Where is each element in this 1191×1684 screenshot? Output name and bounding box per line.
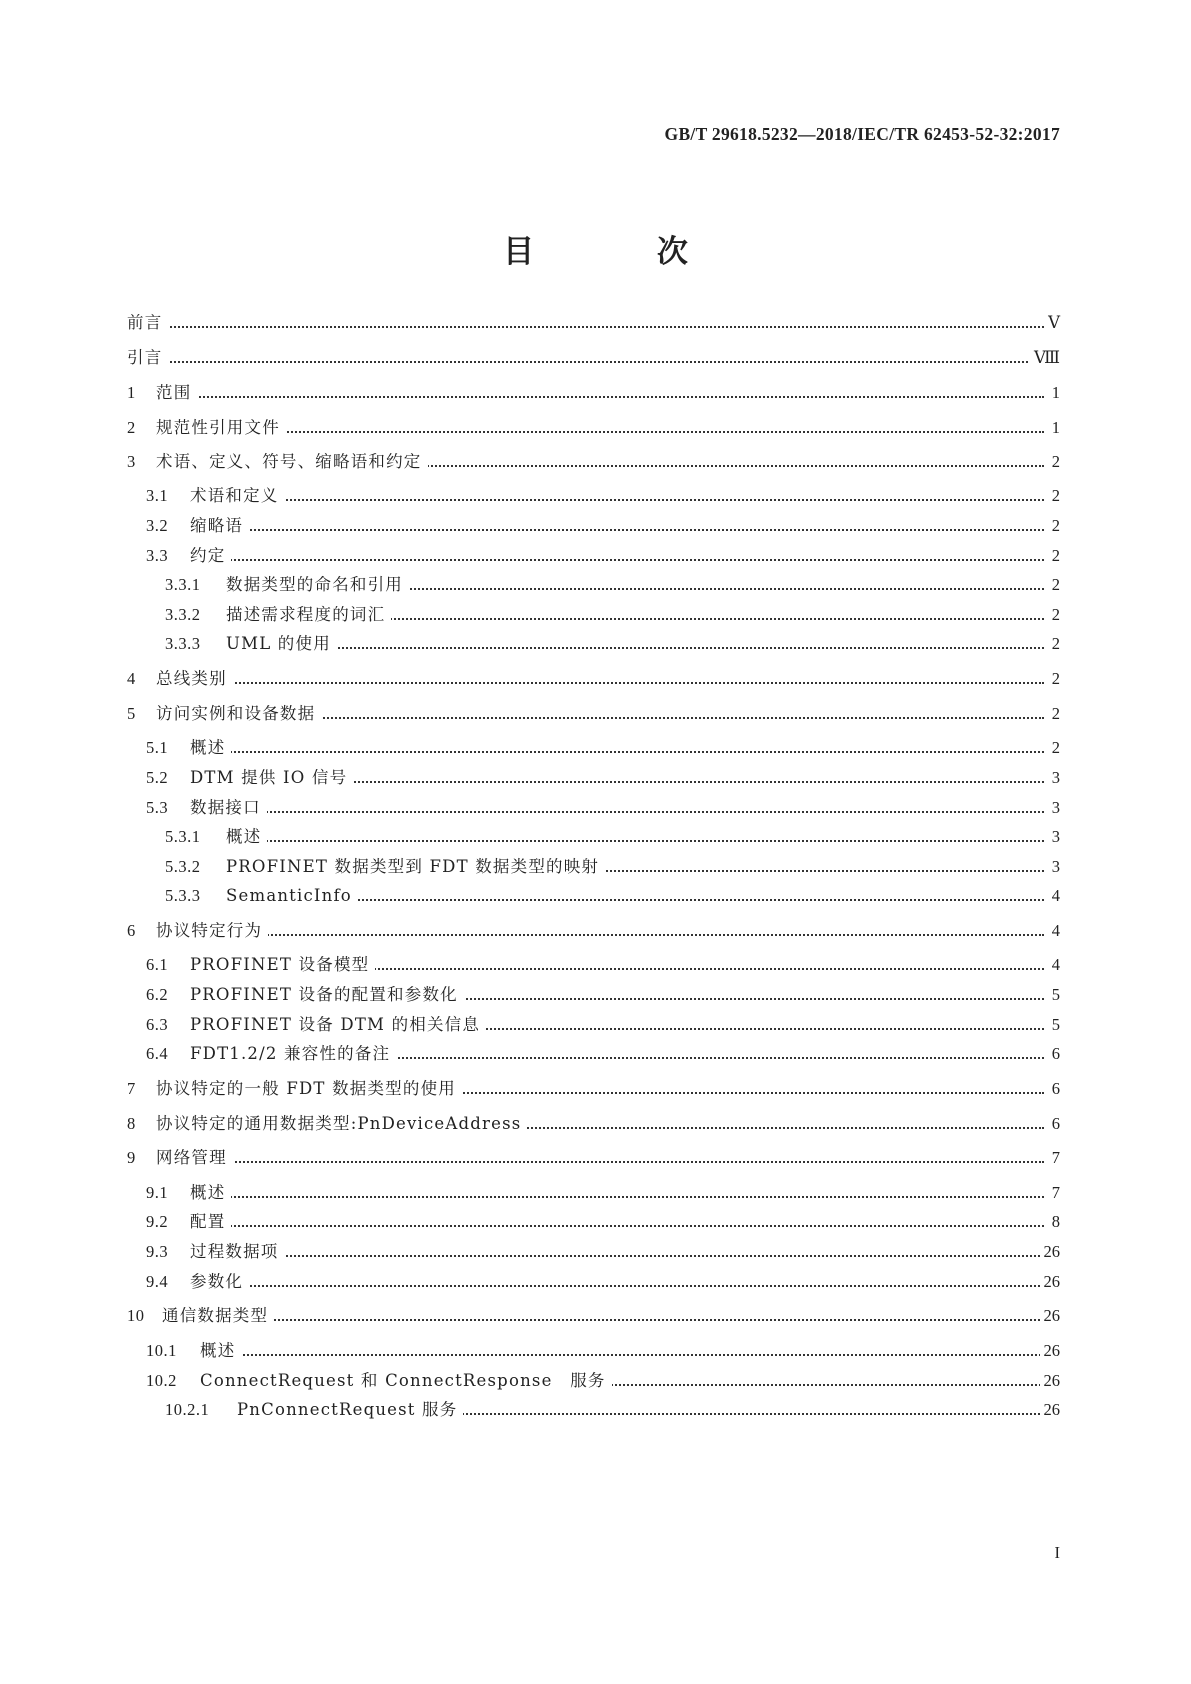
toc-entry[interactable] bbox=[0, 1208, 1191, 1236]
toc-entry-page: 2 bbox=[1048, 601, 1060, 629]
toc-entry[interactable] bbox=[0, 482, 1191, 510]
toc-entry-page: 2 bbox=[1048, 571, 1060, 599]
toc-entry-page: 3 bbox=[1048, 823, 1060, 851]
toc-entry-page: 5 bbox=[1048, 981, 1060, 1009]
toc-entry-page: 7 bbox=[1048, 1179, 1060, 1207]
toc-entry-page: Ⅷ bbox=[1030, 344, 1060, 372]
dot-leader bbox=[127, 309, 1044, 337]
toc-entry-page: 4 bbox=[1048, 917, 1060, 945]
toc-entry[interactable] bbox=[0, 1040, 1191, 1068]
toc-entry-title: PnConnectRequest 服务 bbox=[237, 1396, 463, 1424]
toc-entry-page: 3 bbox=[1048, 764, 1060, 792]
toc-entry[interactable] bbox=[0, 794, 1191, 822]
toc-entry-number: 3.3 bbox=[146, 546, 169, 565]
toc-entry-number: 2 bbox=[127, 418, 136, 437]
toc-entry[interactable] bbox=[0, 1302, 1191, 1330]
toc-entry-title: 数据类型的命名和引用 bbox=[226, 571, 409, 599]
toc-entry-page: 2 bbox=[1048, 734, 1060, 762]
toc-entry-number: 3.3.3 bbox=[165, 634, 201, 653]
toc-entry-page: 8 bbox=[1048, 1208, 1060, 1236]
toc-entry-title: 网络管理 bbox=[156, 1144, 233, 1172]
dot-leader bbox=[190, 1238, 1044, 1266]
toc-entry[interactable] bbox=[0, 917, 1191, 945]
toc-entry[interactable] bbox=[0, 700, 1191, 728]
toc-entry-title: 前言 bbox=[127, 309, 168, 337]
dot-leader bbox=[156, 665, 1044, 693]
toc-entry-page: 3 bbox=[1048, 794, 1060, 822]
toc-entry-page: 7 bbox=[1048, 1144, 1060, 1172]
toc-entry[interactable] bbox=[0, 951, 1191, 979]
toc-entry-number: 1 bbox=[127, 383, 136, 402]
toc-entry-number: 4 bbox=[127, 669, 136, 688]
toc-entry[interactable] bbox=[0, 981, 1191, 1009]
toc-entry-number: 9.2 bbox=[146, 1212, 169, 1231]
toc-entry-number: 3.3.2 bbox=[165, 605, 201, 624]
toc-entry-page: 2 bbox=[1048, 512, 1060, 540]
dot-leader bbox=[190, 1179, 1044, 1207]
toc-entry[interactable] bbox=[0, 853, 1191, 881]
toc-entry-number: 10.1 bbox=[146, 1341, 177, 1360]
toc-entry-title: PROFINET 设备 DTM 的相关信息 bbox=[190, 1011, 486, 1039]
toc-entry-title: PROFINET 设备模型 bbox=[190, 951, 375, 979]
toc-entry-title: DTM 提供 IO 信号 bbox=[190, 764, 353, 792]
toc-entry[interactable] bbox=[0, 601, 1191, 629]
toc-entry-title: SemanticInfo bbox=[226, 882, 358, 910]
toc-entry-number: 5.3.3 bbox=[165, 886, 201, 905]
dot-leader bbox=[190, 794, 1044, 822]
toc-entry-number: 6.2 bbox=[146, 985, 169, 1004]
dot-leader bbox=[156, 1144, 1044, 1172]
toc-entry-number: 6.4 bbox=[146, 1044, 169, 1063]
toc-entry[interactable] bbox=[0, 1268, 1191, 1296]
toc-entry-page: 4 bbox=[1048, 882, 1060, 910]
toc-entry-title: 术语、定义、符号、缩略语和约定 bbox=[156, 448, 428, 476]
toc-entry[interactable] bbox=[0, 1179, 1191, 1207]
toc-entry[interactable] bbox=[0, 1238, 1191, 1266]
toc-entry[interactable] bbox=[0, 1075, 1191, 1103]
toc-entry-number: 5.3.1 bbox=[165, 827, 201, 846]
toc-entry-title: 概述 bbox=[200, 1337, 241, 1365]
dot-leader bbox=[190, 542, 1044, 570]
toc-entry-page: 26 bbox=[1040, 1337, 1061, 1365]
toc-entry-number: 3 bbox=[127, 452, 136, 471]
dot-leader bbox=[156, 414, 1044, 442]
toc-entry-title: 概述 bbox=[226, 823, 267, 851]
toc-entry-title: UML 的使用 bbox=[226, 630, 337, 658]
toc-entry-page: Ⅴ bbox=[1044, 309, 1060, 337]
toc-entry[interactable] bbox=[0, 1337, 1191, 1365]
toc-entry-title: PROFINET 数据类型到 FDT 数据类型的映射 bbox=[226, 853, 605, 881]
toc-entry-title: FDT1.2/2 兼容性的备注 bbox=[190, 1040, 396, 1068]
toc-entry-number: 9.4 bbox=[146, 1272, 169, 1291]
toc-entry-page: 3 bbox=[1048, 853, 1060, 881]
toc-entry[interactable] bbox=[0, 542, 1191, 570]
toc-entry-page: 26 bbox=[1040, 1367, 1061, 1395]
dot-leader bbox=[162, 1302, 1044, 1330]
toc-entry-title: PROFINET 设备的配置和参数化 bbox=[190, 981, 464, 1009]
toc-entry[interactable] bbox=[0, 448, 1191, 476]
toc-entry-number: 6.3 bbox=[146, 1015, 169, 1034]
toc-entry-number: 10 bbox=[127, 1306, 145, 1325]
toc-entry-page: 2 bbox=[1048, 542, 1060, 570]
toc-entry[interactable] bbox=[0, 1367, 1191, 1395]
toc-entry-number: 10.2.1 bbox=[165, 1400, 210, 1419]
dot-leader bbox=[190, 482, 1044, 510]
toc-entry[interactable] bbox=[0, 379, 1191, 407]
dot-leader bbox=[200, 1337, 1044, 1365]
toc-entry-page: 2 bbox=[1048, 665, 1060, 693]
toc-entry-title: 数据接口 bbox=[190, 794, 267, 822]
toc-entry-title: 协议特定行为 bbox=[156, 917, 268, 945]
toc-entry-title: ConnectRequest 和 ConnectResponse 服务 bbox=[200, 1367, 612, 1395]
page-number-footer: I bbox=[1054, 1543, 1060, 1562]
toc-entry[interactable] bbox=[0, 309, 1191, 337]
toc-entry-page: 6 bbox=[1048, 1040, 1060, 1068]
toc-entry[interactable] bbox=[0, 823, 1191, 851]
toc-entry-number: 5.3.2 bbox=[165, 857, 201, 876]
toc-entry-title: 范围 bbox=[156, 379, 197, 407]
toc-entry-page: 6 bbox=[1048, 1110, 1060, 1138]
toc-entry[interactable] bbox=[0, 1144, 1191, 1172]
toc-entry-page: 6 bbox=[1048, 1075, 1060, 1103]
toc-entry-title: 过程数据项 bbox=[190, 1238, 285, 1266]
toc-entry-title: 配置 bbox=[190, 1208, 231, 1236]
toc-entry-page: 4 bbox=[1048, 951, 1060, 979]
toc-entry-number: 6.1 bbox=[146, 955, 169, 974]
toc-entry-number: 9 bbox=[127, 1148, 136, 1167]
toc-entry[interactable] bbox=[0, 764, 1191, 792]
toc-entry-title: 协议特定的通用数据类型:PnDeviceAddress bbox=[156, 1110, 527, 1138]
toc-entry[interactable] bbox=[0, 1110, 1191, 1138]
toc-entry-title: 通信数据类型 bbox=[162, 1302, 274, 1330]
dot-leader bbox=[156, 379, 1044, 407]
toc-entry-title: 概述 bbox=[190, 734, 231, 762]
toc-entry[interactable] bbox=[0, 344, 1191, 372]
toc-entry[interactable] bbox=[0, 882, 1191, 910]
toc-entry-page: 26 bbox=[1040, 1238, 1061, 1266]
toc-entry-title: 协议特定的一般 FDT 数据类型的使用 bbox=[156, 1075, 462, 1103]
dot-leader bbox=[226, 630, 1044, 658]
toc-entry-page: 1 bbox=[1048, 379, 1060, 407]
toc-entry-number: 3.3.1 bbox=[165, 575, 201, 594]
toc-entry-number: 5.2 bbox=[146, 768, 169, 787]
toc-entry-number: 7 bbox=[127, 1079, 136, 1098]
toc-entry-page: 1 bbox=[1048, 414, 1060, 442]
toc-entry[interactable] bbox=[0, 571, 1191, 599]
toc-entry-title: 约定 bbox=[190, 542, 231, 570]
dot-leader bbox=[190, 512, 1044, 540]
toc-entry-page: 2 bbox=[1048, 700, 1060, 728]
toc-entry-number: 5 bbox=[127, 704, 136, 723]
toc-entry-title: 总线类别 bbox=[156, 665, 233, 693]
toc-entry-number: 6 bbox=[127, 921, 136, 940]
toc-entry[interactable] bbox=[0, 1396, 1191, 1424]
standard-code-header: GB/T 29618.5232—2018/IEC/TR 62453-52-32:2017 bbox=[664, 124, 1060, 144]
toc-entry-number: 10.2 bbox=[146, 1371, 177, 1390]
toc-entry-title: 规范性引用文件 bbox=[156, 414, 286, 442]
toc-entry[interactable] bbox=[0, 630, 1191, 658]
toc-entry-number: 9.3 bbox=[146, 1242, 169, 1261]
toc-entry-title: 缩略语 bbox=[190, 512, 249, 540]
toc-entry-page: 2 bbox=[1048, 448, 1060, 476]
dot-leader bbox=[226, 823, 1044, 851]
toc-entry[interactable] bbox=[0, 665, 1191, 693]
page-title: 目 次 bbox=[503, 234, 744, 270]
toc-entry-title: 概述 bbox=[190, 1179, 231, 1207]
toc-entry-title: 描述需求程度的词汇 bbox=[226, 601, 391, 629]
toc-entry-page: 2 bbox=[1048, 630, 1060, 658]
dot-leader bbox=[190, 1268, 1044, 1296]
toc-entry-title: 引言 bbox=[127, 344, 168, 372]
dot-leader bbox=[190, 734, 1044, 762]
toc-entry-page: 26 bbox=[1040, 1396, 1061, 1424]
dot-leader bbox=[190, 1208, 1044, 1236]
toc-entry-page: 5 bbox=[1048, 1011, 1060, 1039]
toc-entry[interactable] bbox=[0, 414, 1191, 442]
toc-entry-title: 术语和定义 bbox=[190, 482, 285, 510]
dot-leader bbox=[127, 344, 1044, 372]
toc-entry-number: 3.2 bbox=[146, 516, 169, 535]
toc-entry-number: 5.3 bbox=[146, 798, 169, 817]
toc-entry[interactable] bbox=[0, 512, 1191, 540]
toc-entry-number: 9.1 bbox=[146, 1183, 169, 1202]
toc-entry-page: 26 bbox=[1040, 1268, 1061, 1296]
toc-entry-page: 2 bbox=[1048, 482, 1060, 510]
dot-leader bbox=[156, 917, 1044, 945]
toc-entry-title: 访问实例和设备数据 bbox=[156, 700, 321, 728]
toc-entry-page: 26 bbox=[1040, 1302, 1061, 1330]
toc-entry-title: 参数化 bbox=[190, 1268, 249, 1296]
toc-entry-number: 3.1 bbox=[146, 486, 169, 505]
toc-entry-number: 8 bbox=[127, 1114, 136, 1133]
toc-entry-number: 5.1 bbox=[146, 738, 169, 757]
toc-entry[interactable] bbox=[0, 1011, 1191, 1039]
toc-entry[interactable] bbox=[0, 734, 1191, 762]
